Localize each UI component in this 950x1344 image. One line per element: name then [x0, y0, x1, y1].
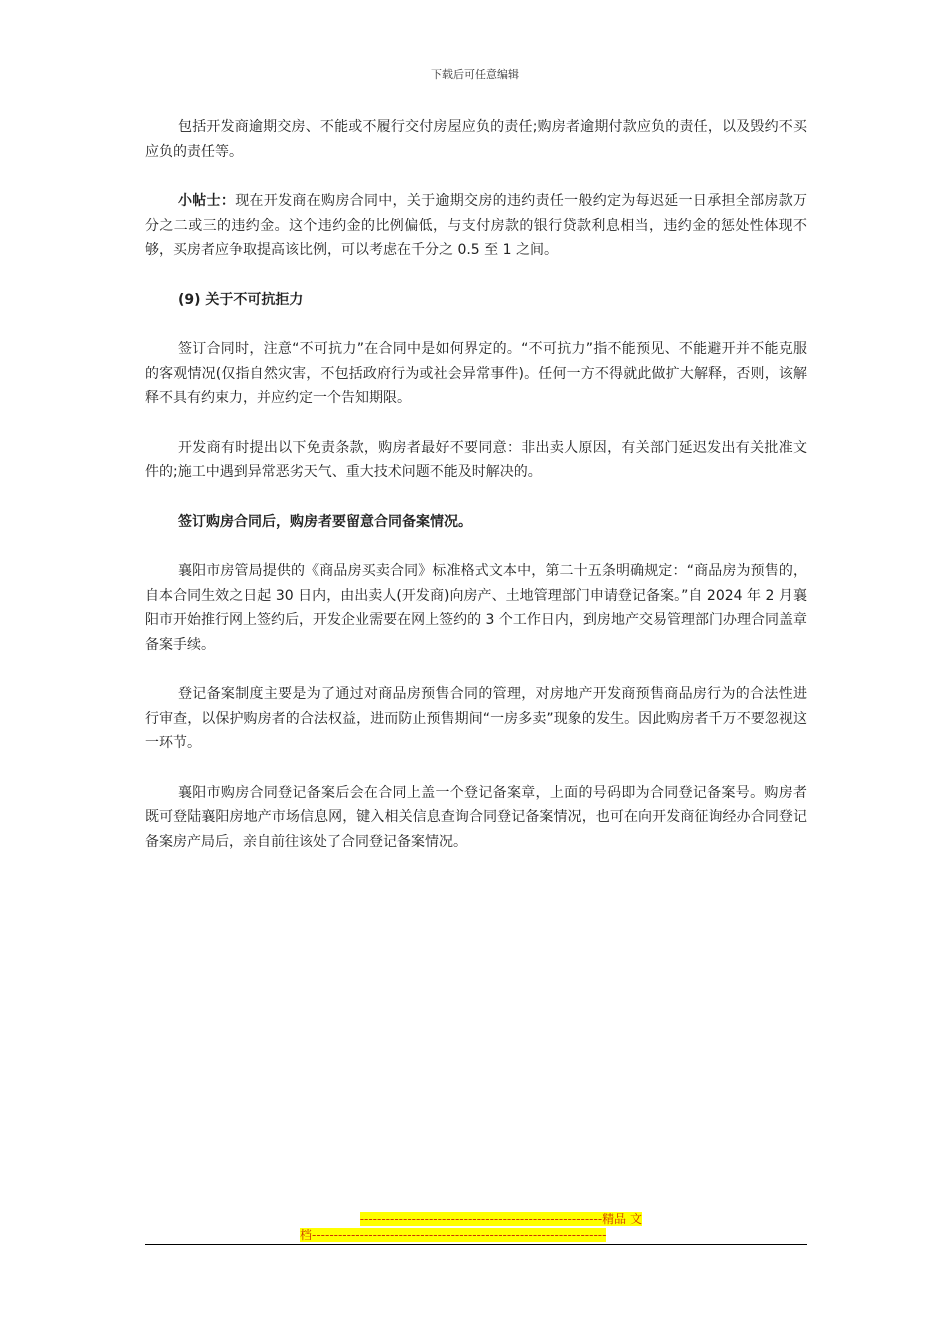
paragraph: 开发商有时提出以下免责条款，购房者最好不要同意：非出卖人原因，有关部门延迟发出有关批准文件的;施工中遇到异常恶劣天气、重大技术问题不能及时解决的。 [145, 439, 807, 480]
footer-line-1: --------------------------------------------------------精品 文 [359, 1212, 642, 1226]
tip-text: 现在开发商在购房合同中，关于逾期交房的违约责任一般约定为每迟延一日承担全部房款万分之二或三的违约金。这个违约金的比例偏低，与支付房款的银行贷款利息相当，违约金的惩处性体现不够，买房者应争取提高该比例，可以考虑在千分之 0.5 至 1 之间。 [145, 193, 808, 258]
paragraph: 包括开发商逾期交房、不能或不履行交付房屋应负的责任;购房者逾期付款应负的责任，以及毁约不买应负的责任等。 [145, 119, 807, 160]
tip-label: 小帖士： [178, 193, 236, 209]
page-header: 下载后可任意编辑 [431, 68, 519, 81]
paragraph: 襄阳市房管局提供的《商品房买卖合同》标准格式文本中，第二十五条明确规定：“商品房为预售的，自本合同生效之日起 30 日内，由出卖人(开发商)向房产、土地管理部门申请登记备案。”自 2024 年 2 月襄阳市开始推行网上签约后，开发企业需要在网上签约的 3 个工作日内，到房地产交易管理部门办理合同盖章备案手续。 [145, 563, 807, 653]
paragraph: 襄阳市购房合同登记备案后会在合同上盖一个登记备案章，上面的号码即为合同登记备案号。购房者既可登陆襄阳房地产市场信息网，键入相关信息查询合同登记备案情况，也可在向开发商征询经办合同登记备案房产局后，亲自前往该处了合同登记备案情况。 [145, 784, 807, 850]
section-heading: 签订购房合同后，购房者要留意合同备案情况。 [178, 513, 472, 530]
paragraph: 登记备案制度主要是为了通过对商品房预售合同的管理，对房地产开发商预售商品房行为的合法性进行审查，以保护购房者的合法权益，进而防止预售期间“一房多卖”现象的发生。因此购房者千万不要忽视这一环节。 [145, 686, 807, 751]
footer-line-2: 档-------------------------------------------------------------------- [300, 1228, 607, 1242]
document-body [145, 115, 807, 879]
footer-divider [145, 1244, 807, 1245]
section-heading: (9) 关于不可抗拒力 [178, 291, 304, 308]
page-footer [300, 1211, 650, 1243]
paragraph: 签订合同时，注意“不可抗力”在合同中是如何界定的。“不可抗力”指不能预见、不能避开并不能克服的客观情况(仅指自然灾害，不包括政府行为或社会异常事件)。任何一方不得就此做扩大解释，否则，该解释不具有约束力，并应约定一个告知期限。 [145, 341, 807, 406]
paragraph-tip [145, 189, 807, 263]
